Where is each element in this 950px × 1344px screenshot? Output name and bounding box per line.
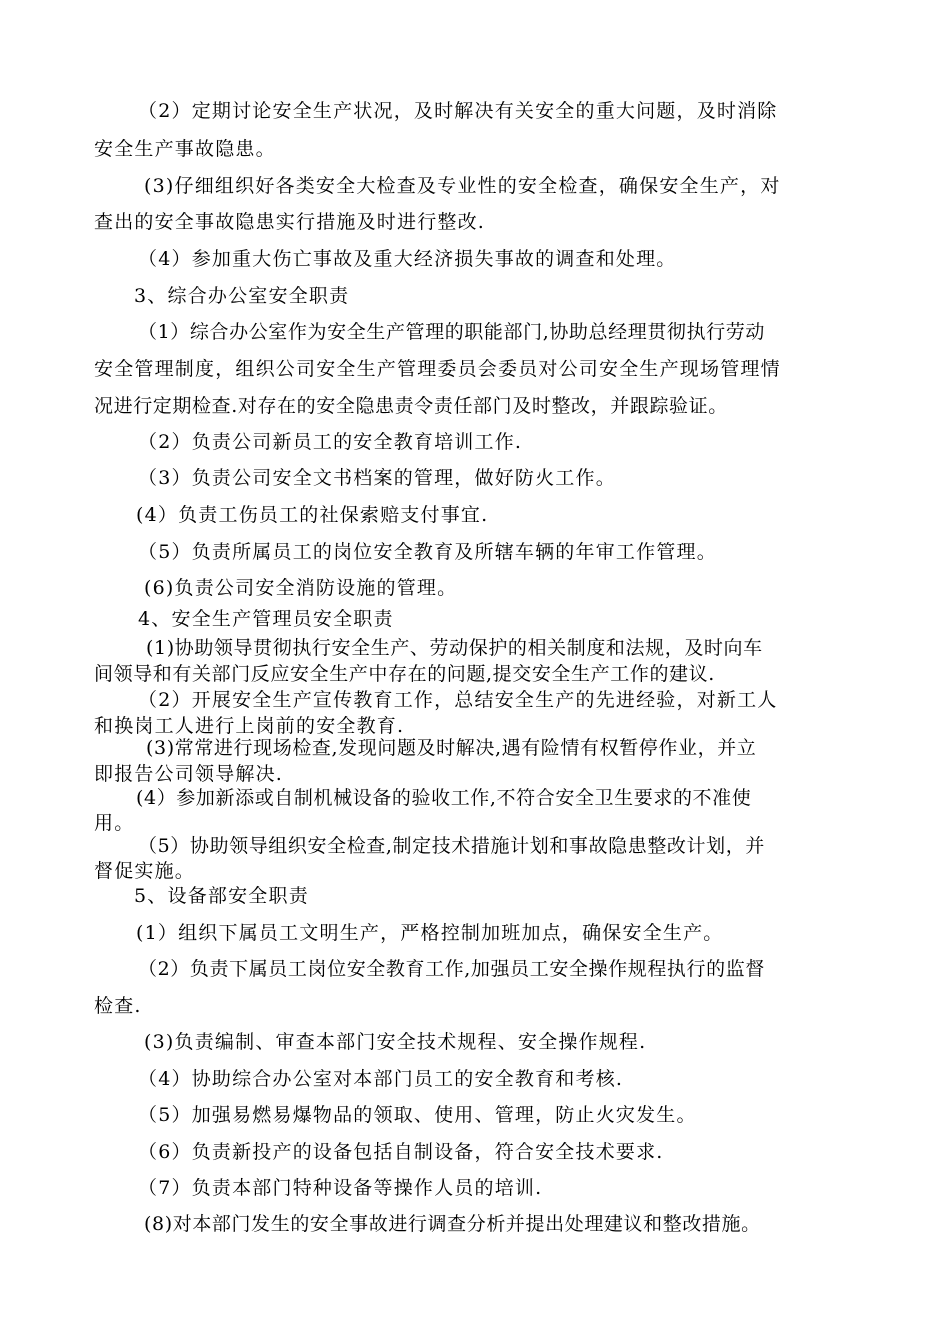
paragraph-line: (3)负责编制、审查本部门安全技术规程、安全操作规程. [144,1031,647,1053]
paragraph-line: (3)仔细组织好各类安全大检查及专业性的安全检查，确保安全生产，对 [144,175,781,197]
paragraph-line: （7）负责本部门特种设备等操作人员的培训. [138,1177,543,1199]
paragraph-line: （2）负责公司新员工的安全教育培训工作. [138,431,523,453]
paragraph-line: （4）协助综合办公室对本部门员工的安全教育和考核. [138,1068,624,1090]
section-heading: 5、设备部安全职责 [134,885,309,907]
paragraph-line: （6）负责新投产的设备包括自制设备，符合安全技术要求. [138,1141,664,1163]
paragraph-line: （2）负责下属员工岗位安全教育工作,加强员工安全操作规程执行的监督 [138,958,765,980]
paragraph-line: 和换岗工人进行上岗前的安全教育. [94,715,405,737]
paragraph-line: 检查. [94,995,142,1017]
paragraph-line: (3)常常进行现场检查,发现问题及时解决,遇有险情有权暂停作业，并立 [146,737,757,759]
paragraph-line: (1）组织下属员工文明生产，严格控制加班加点，确保安全生产。 [136,922,724,944]
paragraph-line: 安全生产事故隐患。 [94,138,276,160]
paragraph-line: 即报告公司领导解决. [94,763,284,785]
paragraph-line: （2）开展安全生产宣传教育工作，总结安全生产的先进经验，对新工人 [138,689,778,711]
paragraph-line: （4）参加重大伤亡事故及重大经济损失事故的调查和处理。 [138,248,677,270]
paragraph-line: 间领导和有关部门反应安全生产中存在的问题,提交安全生产工作的建议. [94,663,715,685]
paragraph-line: (1)协助领导贯彻执行安全生产、劳动保护的相关制度和法规，及时向车 [146,637,763,659]
paragraph-line: 况进行定期检查.对存在的安全隐患责令责任部门及时整改，并跟踪验证。 [94,395,728,417]
paragraph-line: (4）参加新添或自制机械设备的验收工作,不符合安全卫生要求的不准使 [136,787,752,809]
paragraph-line: （3）负责公司安全文书档案的管理，做好防火工作。 [138,467,616,489]
paragraph-line: 查出的安全事故隐患实行措施及时进行整改. [94,211,486,233]
paragraph-line: (8)对本部门发生的安全事故进行调查分析并提出处理建议和整改措施。 [144,1213,761,1235]
paragraph-line: （5）加强易燃易爆物品的领取、使用、管理，防止火灾发生。 [138,1104,697,1126]
paragraph-line: 安全管理制度，组织公司安全生产管理委员会委员对公司安全生产现场管理情 [94,358,781,380]
paragraph-line: （5）协助领导组织安全检查,制定技术措施计划和事故隐患整改计划，并 [138,835,765,857]
section-heading: 3、综合办公室安全职责 [134,285,350,307]
paragraph-line: (4）负责工伤员工的社保索赔支付事宜. [136,504,489,526]
paragraph-line: 督促实施。 [94,860,196,882]
paragraph-line: (6)负责公司安全消防设施的管理。 [144,577,458,599]
paragraph-line: （5）负责所属员工的岗位安全教育及所辖车辆的年审工作管理。 [138,541,717,563]
paragraph-line: （2）定期讨论安全生产状况，及时解决有关安全的重大问题，及时消除 [138,100,778,122]
section-heading: 4、安全生产管理员安全职责 [138,608,394,630]
paragraph-line: 用。 [94,812,135,834]
paragraph-line: （1）综合办公室作为安全生产管理的职能部门,协助总经理贯彻执行劳动 [138,321,765,343]
